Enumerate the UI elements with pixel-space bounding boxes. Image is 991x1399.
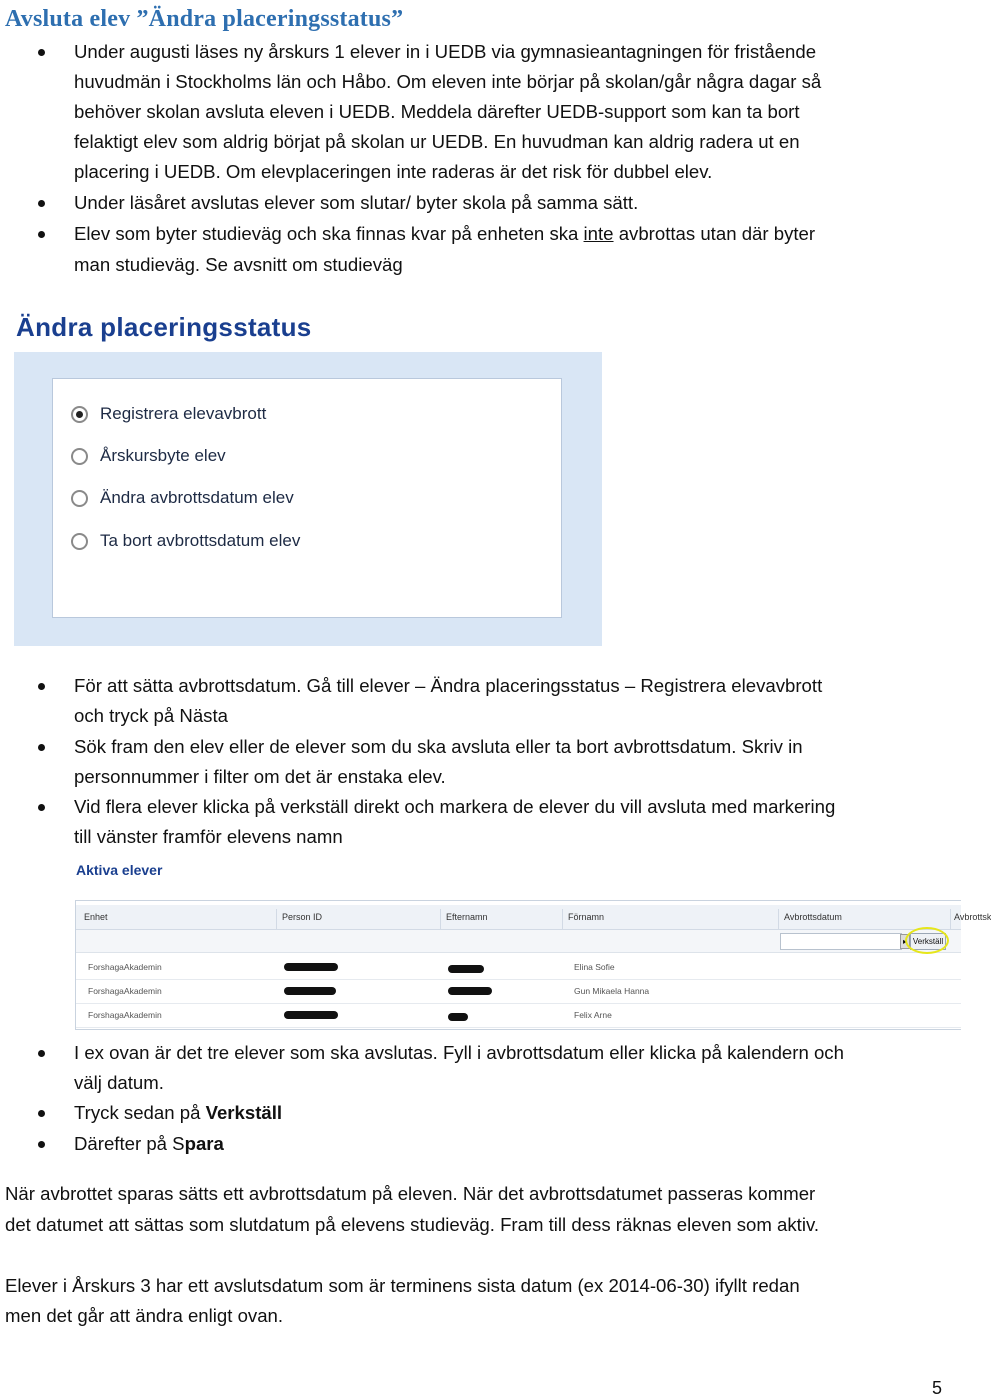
column-header-fornamn[interactable]: Förnamn <box>568 912 605 922</box>
bullet-text: Vid flera elever klicka på verkställ direkt och markera de elever du vill avsluta med markering <box>74 796 836 817</box>
aktiva-elever-heading: Aktiva elever <box>76 862 163 878</box>
screenshot-panel <box>14 352 602 646</box>
redaction-mark <box>448 987 492 995</box>
calendar-icon[interactable]: ▸ <box>900 934 910 949</box>
highlight-circle <box>905 927 949 954</box>
redaction-mark <box>284 1011 338 1019</box>
bullet-dot <box>38 744 45 751</box>
bullet-text <box>74 1129 904 1159</box>
bullet-text: I ex ovan är det tre elever som ska avslutas. Fyll i avbrottsdatum eller klicka på kalendern och <box>74 1042 844 1063</box>
redaction-mark <box>448 965 484 973</box>
bullet-text: Sök fram den elev eller de elever som du ska avsluta eller ta bort avbrottsdatum. Skriv in <box>74 736 803 757</box>
bullet-text-part: avbrottas utan där byter <box>613 223 816 244</box>
bullet-text: till vänster framför elevens namn <box>74 826 343 847</box>
bullet-text-part: Därefter på S <box>74 1133 185 1154</box>
underlined-word: inte <box>583 223 614 244</box>
bullet-dot <box>38 49 45 56</box>
cell-enhet: ForshagaAkademin <box>88 962 162 972</box>
bullet-dot <box>38 1050 45 1057</box>
cell-enhet: ForshagaAkademin <box>88 986 162 996</box>
bullet-text: Under läsåret avslutas elever som slutar/ byter skola på samma sätt. <box>74 192 639 213</box>
cell-fornamn: Gun Mikaela Hanna <box>574 986 650 996</box>
bold-word: para <box>184 1133 224 1154</box>
table-row[interactable] <box>76 1003 961 1028</box>
bullet-dot <box>38 1141 45 1148</box>
radio-icon[interactable] <box>71 533 88 550</box>
radio-option-arskursbyte[interactable] <box>71 441 226 471</box>
radio-icon[interactable] <box>71 448 88 465</box>
page-title: Avsluta elev ”Ändra placeringsstatus” <box>5 6 404 32</box>
table-row[interactable] <box>76 955 961 980</box>
bullet-dot <box>38 231 45 238</box>
bullet-text: Under augusti läses ny årskurs 1 elever in i UEDB via gymnasieantagningen för fristående <box>74 41 817 62</box>
radio-option-andra-avbrott[interactable] <box>71 483 294 513</box>
bullet-text-part: Tryck sedan på <box>74 1102 206 1123</box>
bullet-dot <box>38 200 45 207</box>
paragraph-line: det datumet att sättas som slutdatum på elevens studieväg. Fram till dess räknas eleven som aktiv. <box>5 1214 820 1235</box>
bullet-text: och tryck på Nästa <box>74 705 228 726</box>
grid-filter-row <box>76 930 961 953</box>
paragraph-line: Elever i Årskurs 3 har ett avslutsdatum som är terminens sista datum (ex 2014-06-30) ifyllt redan <box>5 1275 800 1296</box>
bullet-text <box>74 219 904 249</box>
verkstall-button[interactable]: Verkställ <box>910 933 946 950</box>
cell-fornamn: Elina Sofie <box>574 962 615 972</box>
bold-word: Verkställ <box>205 1102 283 1123</box>
bullet-text: personnummer i filter om det är enstaka elev. <box>74 766 446 787</box>
radio-option-registrera[interactable] <box>71 399 266 429</box>
redaction-mark <box>448 1013 468 1021</box>
radio-group <box>52 378 562 618</box>
page-number: 5 <box>931 1378 942 1398</box>
radio-selected-icon[interactable] <box>71 406 88 423</box>
screenshot-heading: Ändra placeringsstatus <box>16 312 312 342</box>
radio-option-ta-bort-avbrott[interactable] <box>71 526 300 556</box>
radio-label: Ändra avbrottsdatum elev <box>100 488 294 507</box>
redaction-mark <box>284 987 336 995</box>
bullet-text: huvudmän i Stockholms län och Håbo. Om eleven inte börjar på skolan/går några dagar så <box>74 71 822 92</box>
bullet-dot <box>38 1110 45 1117</box>
bullet-text <box>74 1098 904 1128</box>
cell-enhet: ForshagaAkademin <box>88 1010 162 1020</box>
radio-label: Årskursbyte elev <box>100 446 226 465</box>
bullet-dot <box>38 683 45 690</box>
paragraph-line: men det går att ändra enligt ovan. <box>5 1305 284 1326</box>
column-header-avbrottsdatum[interactable]: Avbrottsdatum <box>784 912 842 922</box>
grid-header <box>76 905 991 930</box>
bullet-text: behöver skolan avsluta eleven i UEDB. Meddela därefter UEDB-support som kan ta bort <box>74 101 800 122</box>
paragraph-line: När avbrottet sparas sätts ett avbrottsdatum på eleven. När det avbrottsdatumet passeras kommer <box>5 1183 816 1204</box>
bullet-text-part: Elev som byter studieväg och ska finnas kvar på enheten ska <box>74 223 584 244</box>
aktiva-elever-grid <box>75 900 991 1030</box>
redaction-mark <box>284 963 338 971</box>
bullet-text: För att sätta avbrottsdatum. Gå till elever – Ändra placeringsstatus – Registrera elevavbrott <box>74 675 823 696</box>
column-header-avbrottsk[interactable]: Avbrottsk <box>954 912 991 922</box>
column-header-efternamn[interactable]: Efternamn <box>446 912 488 922</box>
avbrottsdatum-input[interactable] <box>780 933 902 950</box>
table-row[interactable] <box>76 979 961 1004</box>
bullet-text: placering i UEDB. Om elevplaceringen inte raderas är det risk för dubbel elev. <box>74 161 713 182</box>
column-header-person-id[interactable]: Person ID <box>282 912 323 922</box>
bullet-dot <box>38 804 45 811</box>
radio-icon[interactable] <box>71 490 88 507</box>
bullet-text: felaktigt elev som aldrig börjat på skolan ur UEDB. En huvudman kan aldrig radera ut en <box>74 131 800 152</box>
column-header-enhet[interactable]: Enhet <box>84 912 108 922</box>
cell-fornamn: Felix Arne <box>574 1010 612 1020</box>
bullet-text: man studieväg. Se avsnitt om studieväg <box>74 254 403 275</box>
radio-label: Registrera elevavbrott <box>100 404 267 423</box>
placeringsstatus-screenshot <box>8 300 602 646</box>
radio-label: Ta bort avbrottsdatum elev <box>100 531 301 550</box>
bullet-text: välj datum. <box>74 1072 164 1093</box>
